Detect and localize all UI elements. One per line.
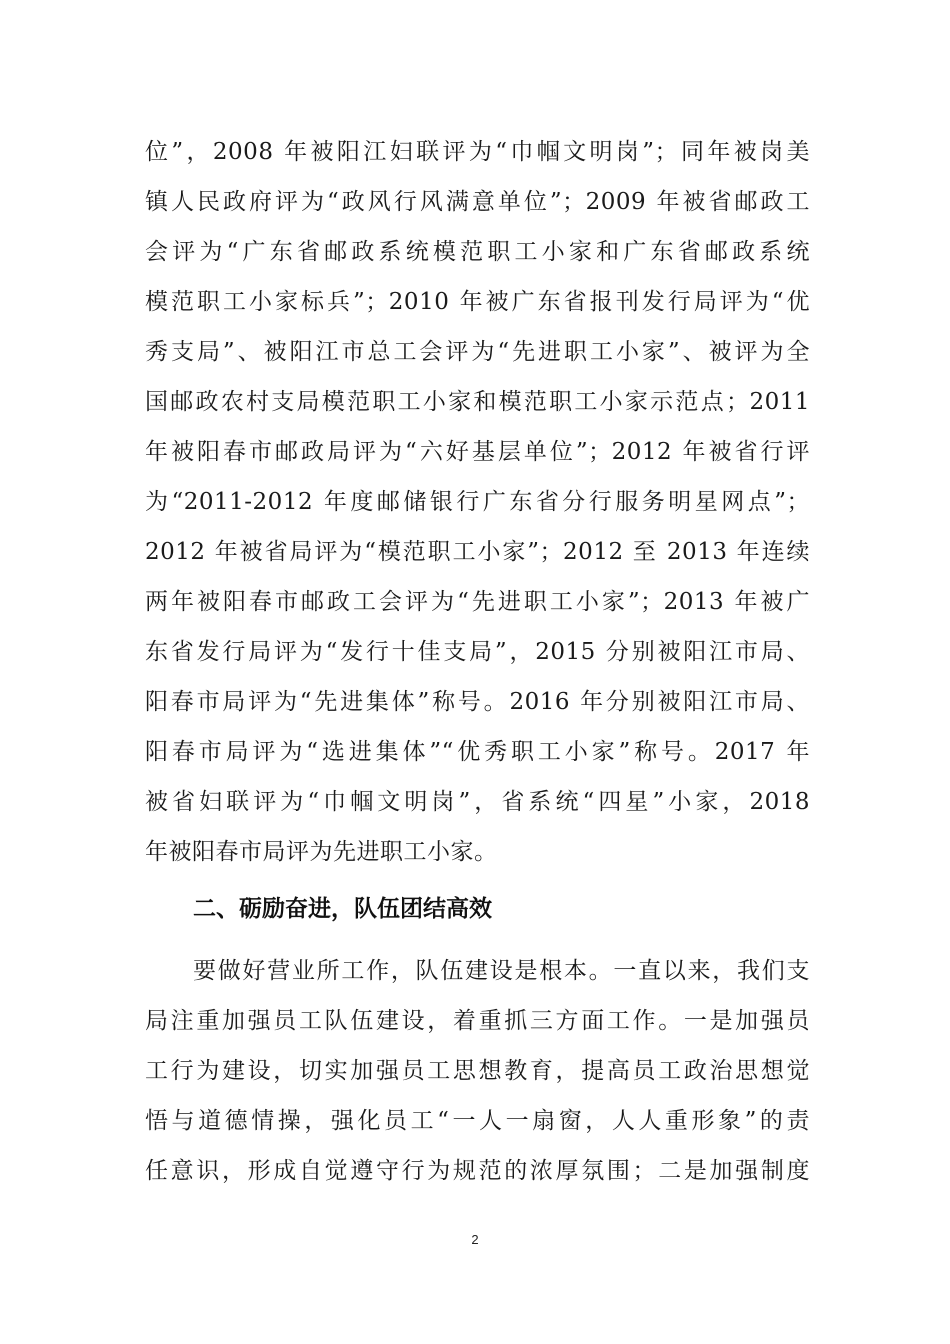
text-line: 阳春市局评为“选进集体”“优秀职工小家”称号。2017 年 xyxy=(145,739,810,765)
text-line: 秀支局”、被阳江市总工会评为“先进职工小家”、被评为全 xyxy=(145,339,810,365)
text-line: 位”，2008 年被阳江妇联评为“巾帼文明岗”；同年被岗美 xyxy=(145,139,810,165)
paragraph-awards xyxy=(145,127,810,877)
text-line: 年被阳春市邮政局评为“六好基层单位”；2012 年被省行评 xyxy=(145,439,810,465)
text-line: 工行为建设，切实加强员工思想教育，提高员工政治思想觉 xyxy=(145,1058,810,1084)
text-line: 国邮政农村支局模范职工小家和模范职工小家示范点；2011 xyxy=(145,389,810,415)
text-line: 会评为“广东省邮政系统模范职工小家和广东省邮政系统 xyxy=(145,239,810,265)
paragraph-team-building xyxy=(145,946,810,1196)
text-line: 被省妇联评为“巾帼文明岗”，省系统“四星”小家，2018 xyxy=(145,789,810,815)
text-line: 年被阳春市局评为先进职工小家。 xyxy=(145,839,498,865)
text-line: 东省发行局评为“发行十佳支局”，2015 分别被阳江市局、 xyxy=(145,639,810,665)
text-line: 两年被阳春市邮政工会评为“先进职工小家”；2013 年被广 xyxy=(145,589,810,615)
text-line: 悟与道德情操，强化员工“一人一扇窗，人人重形象”的责 xyxy=(145,1108,810,1134)
text-line: 为“2011-2012 年度邮储银行广东省分行服务明星网点”； xyxy=(145,489,810,515)
page-number: 2 xyxy=(471,1232,479,1247)
text-line: 2012 年被省局评为“模范职工小家”；2012 至 2013 年连续 xyxy=(145,539,810,565)
text-line: 要做好营业所工作，队伍建设是根本。一直以来，我们支 xyxy=(193,958,810,984)
text-line: 模范职工小家标兵”；2010 年被广东省报刊发行局评为“优 xyxy=(145,289,810,315)
text-line: 任意识，形成自觉遵守行为规范的浓厚氛围；二是加强制度 xyxy=(145,1158,810,1184)
section-heading: 二、砺励奋进，队伍团结高效 xyxy=(193,896,492,922)
text-line: 局注重加强员工队伍建设，着重抓三方面工作。一是加强员 xyxy=(145,1008,810,1034)
text-line: 镇人民政府评为“政风行风满意单位”；2009 年被省邮政工 xyxy=(145,189,810,215)
text-line: 阳春市局评为“先进集体”称号。2016 年分别被阳江市局、 xyxy=(145,689,810,715)
